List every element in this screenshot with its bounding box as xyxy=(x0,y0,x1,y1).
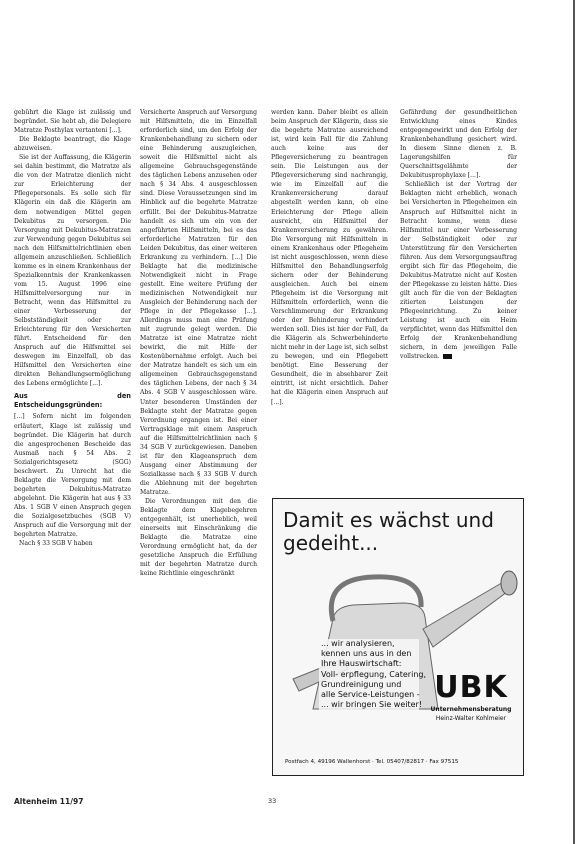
text-column-4 xyxy=(400,108,517,473)
ad-copy-line: Ihre Hauswirtschaft: xyxy=(321,659,402,669)
text-column-2 xyxy=(140,108,257,843)
paragraph: Gefährdung der gesundheitlichen Entwicklung eines Kindes entgegengewirkt und den Erfolg der Krankenbehandlung gesichert wird. In diesem Sinne dienen z. B. Lagerungshilfen für Querschnittsgelähmte der Dekubitusprophylaxe [...]. xyxy=(400,109,517,180)
section-heading: Aus den Entscheidungsgründen: xyxy=(14,392,131,410)
advertisement xyxy=(272,498,524,776)
ad-copy-line: Grundreinigung und xyxy=(321,679,402,689)
ad-copy-line: ... wir bringen Sie weiter! xyxy=(321,700,423,710)
paragraph xyxy=(400,180,517,361)
ubk-logo: UBK xyxy=(434,670,508,705)
paragraph: werden kann. Daher bleibt es allein beim Anspruch der Klägerin, dass sie die begehrte Matratze ausreichend ist, wird kein Fall für die Zahlung auch keine aus der Pflegeversicherung zu beantragen sein. Die Leistungen aus der Pflegeversicherung sind nachrangig, wie im Einzelfall auf die Krankenversicherung darauf abgestellt werden kann, ob eine Erleichterung der Pflege allein ausreicht, ein Hilfsmittel der Krankenversicherung zu gewähren. Die Versorgung mit Hilfsmitteln in einem Krankenhaus oder Pflegeheim ist nicht ausgeschlossen, wenn diese Hilfsmittel den Behandlungserfolg sichern oder der Behinderung ausgleichen. Auch bei einem Pflegeheim ist die Versorgung mit Hilfsmitteln erforderlich, wenn die Verschlimmerung der Erkrankung oder der Behinderung verhindert werden soll. Dies ist hier der Fall, da die Klägerin als Schwerbehinderte nicht mehr in der Lage ist, sich selbst zu bewegen, und ein Pflegebett benötigt. Eine Besserung der Gesundheit, die in absehbarer Zeit eintritt, ist nicht ersichtlich. Daher hat die Klägerin einen Anspruch auf [...]. xyxy=(271,109,388,406)
ad-copy-line: ... wir analysieren, xyxy=(321,639,395,648)
ad-copy xyxy=(321,639,439,710)
paragraph: gebührt die Klage ist zulässig und begründet. Sie hebt ab, die Delegiere Matratze Posthylax vertanteni [...]. xyxy=(14,109,131,135)
ad-copy-line: kennen uns aus in den xyxy=(321,649,412,659)
scan-edge xyxy=(573,0,575,844)
paragraph-text: Schließlich ist der Vortrag der Beklagten nicht erheblich, wonach bei Versicherten in Pflegeheimen ein Anspruch auf Hilfsmittel nicht in Betracht komme, wenn diese Hilfsmittel nur einer Verbesserung der Selbständigkeit oder zur Unterstützung für den Versicherten führen. Aus dem Versorgungsauftrag ergibt sich für das Pflegeheim, die Dekubitus-Matratze nicht auf Kosten der Pflegekasse zu leisten hätte. Dies gilt auch für die von der Beklagten zitierten Leistungen der Pflegeeinrichtung. Zu keiner Leistung ist auch ein Heim verpflichtet, wenn das Hilfsmittel den Erfolg der Krankenbehandlung sichern, in dem jeweiligen Falle vollstrecken. xyxy=(400,181,517,361)
page-number: 33 xyxy=(268,797,277,805)
ad-address: Postfach 4, 49196 Wallenhorst · Tel. 05407/82817 · Fax 97515 xyxy=(285,759,459,765)
paragraph: Die Verordnungen mit den die Beklagte dem Klagebegehren entgegenhält, ist unerheblich, weil einerseits mit Einschränkung die Beklagte die Matratze eine Verordnung ermöglicht hat, da der gesetzliche Anspruch die Erfüllung mit der begehrten Matratze durch keine Richtlinie eingeschränkt xyxy=(140,498,257,578)
paragraph: Nach § 33 SGB V haben xyxy=(19,540,93,548)
text-column-1 xyxy=(14,108,131,843)
ad-copy-line: Voll- erpflegung, Catering, xyxy=(321,669,427,679)
ad-copy-line: alle Service-Leistungen - xyxy=(321,690,420,700)
ad-headline: Damit es wächst und gedeiht... xyxy=(283,508,494,555)
text-column-3 xyxy=(271,108,388,473)
paragraph: [...] Sofern nicht im folgenden erläutert, Klage ist zulässig und begründet. Die Klägerin hat durch die angesprochenen Bescheide das Ausmaß nach § 54 Abs. 2 Sozialgerichtsgesetz (SGG) beschwert. Zu Unrecht hat die Beklagte die Versorgung mit dem begehrten Dekubitus-Matratze abgelehnt. Die Klägerin hat aus § 33 Abs. 1 SGB V einen Anspruch gegen die Sozialgesetzbuches (SGB V) Anspruch auf die Versorgung mit der begehrten Matratze. xyxy=(14,413,131,539)
end-of-article-mark xyxy=(443,354,452,359)
paragraph: Die Beklagte beantragt, die Klage abzuweisen. xyxy=(14,136,131,153)
paragraph: Versicherte Anspruch auf Versorgung mit Hilfsmitteln, die im Einzelfall erforderlich sind, um den Erfolg der Krankenbehandlung zu sichern oder eine Behinderung auszugleichen, soweit die Hilfsmittel nicht als allgemeine Gebrauchsgegenstände des täglichen Lebens anzusehen oder nach § 34 Abs. 4 ausgeschlossen sind. Diese Voraussetzungen sind im Hinblick auf die begehrte Matratze erfüllt. Bei der Dekubitus-Matratze handelt es sich um ein von der angeführten Hilfsmitteln, bei es das erforderliche Matratzen für den Leiden Dekubitus, das einer weiteren Erkrankung zu verhindern. [...] Die Beklagte hat die medizinische Notwendigkeit nicht in Frage gestellt. Eine weitere Prüfung der medizinischen Notwendigkeit nur Ausgleich der Behinderung nach der Pflege in der Pflegekasse [...]. Allerdings muss man eine Prüfung mit zugrunde gelegt werden. Die Matratze ist eine Matratze nicht bewirkt, die mit Hilfe der Kostenübernahme erfolgt. Auch bei der Matratze handelt es sich um ein allgemeinen Gebrauchsgegenstand des täglichen Lebens, der nach § 34 Abs. 4 SGB V ausgeschlossen wäre. Unter besonderen Umständen der Beklagte steht der Matratze gegen Verordnung ergangen ist. Bei einer Vertragsklage mit einem Anspruch auf die Hilfsmittelrichtlinien nach § 34 SGB V zurückgewiesen. Daneben ist für den Klageanspruch dem Ausgang einer Abstimmung der Sozialkasse nach § 33 SGB V durch die Ablehnung mit der begehrten Matratze. xyxy=(140,109,257,496)
ad-tagline: Unternehmensberatung xyxy=(430,706,512,713)
ad-owner: Heinz-Walter Kohlmeier xyxy=(435,715,507,722)
journal-issue: Altenheim 11/97 xyxy=(14,797,84,806)
paragraph: Sie ist der Auffassung, die Klägerin sei dahin bestimmt, die Matratze als die von der Matratze dienlich nicht zur Erleichterung der Pflegepersonals. Es solle sich für Klägerin ein daß die Klägerin am dem notwendigen Mittel gegen Dekubitus zu versorgen. Die Versorgung mit Dekubitus-Matratzen zur Verwendung gegen Dekubitus sei nach den Hilfsmittelrichtlinien eben allgemein anzuschließen. Schließlich komme es in einem Krankenhaus der Spezialkenntnis der Krankenkassen vom 15. August 1996 eine Hilfsmittelversorgung nur in Betracht, wenn das Hilfsmittel zu einer Verbesserung der Selbstständigkeit oder zur Erleichterung für den Versicherten führt. Entscheidend für den Anspruch auf die Hilfsmittel sei deswegen im Einzelfall, ob das Hilfsmittel den Versicherten eine direkten Behandlungsermöglichung des Lebens ermöglichte [...]. xyxy=(14,154,131,388)
